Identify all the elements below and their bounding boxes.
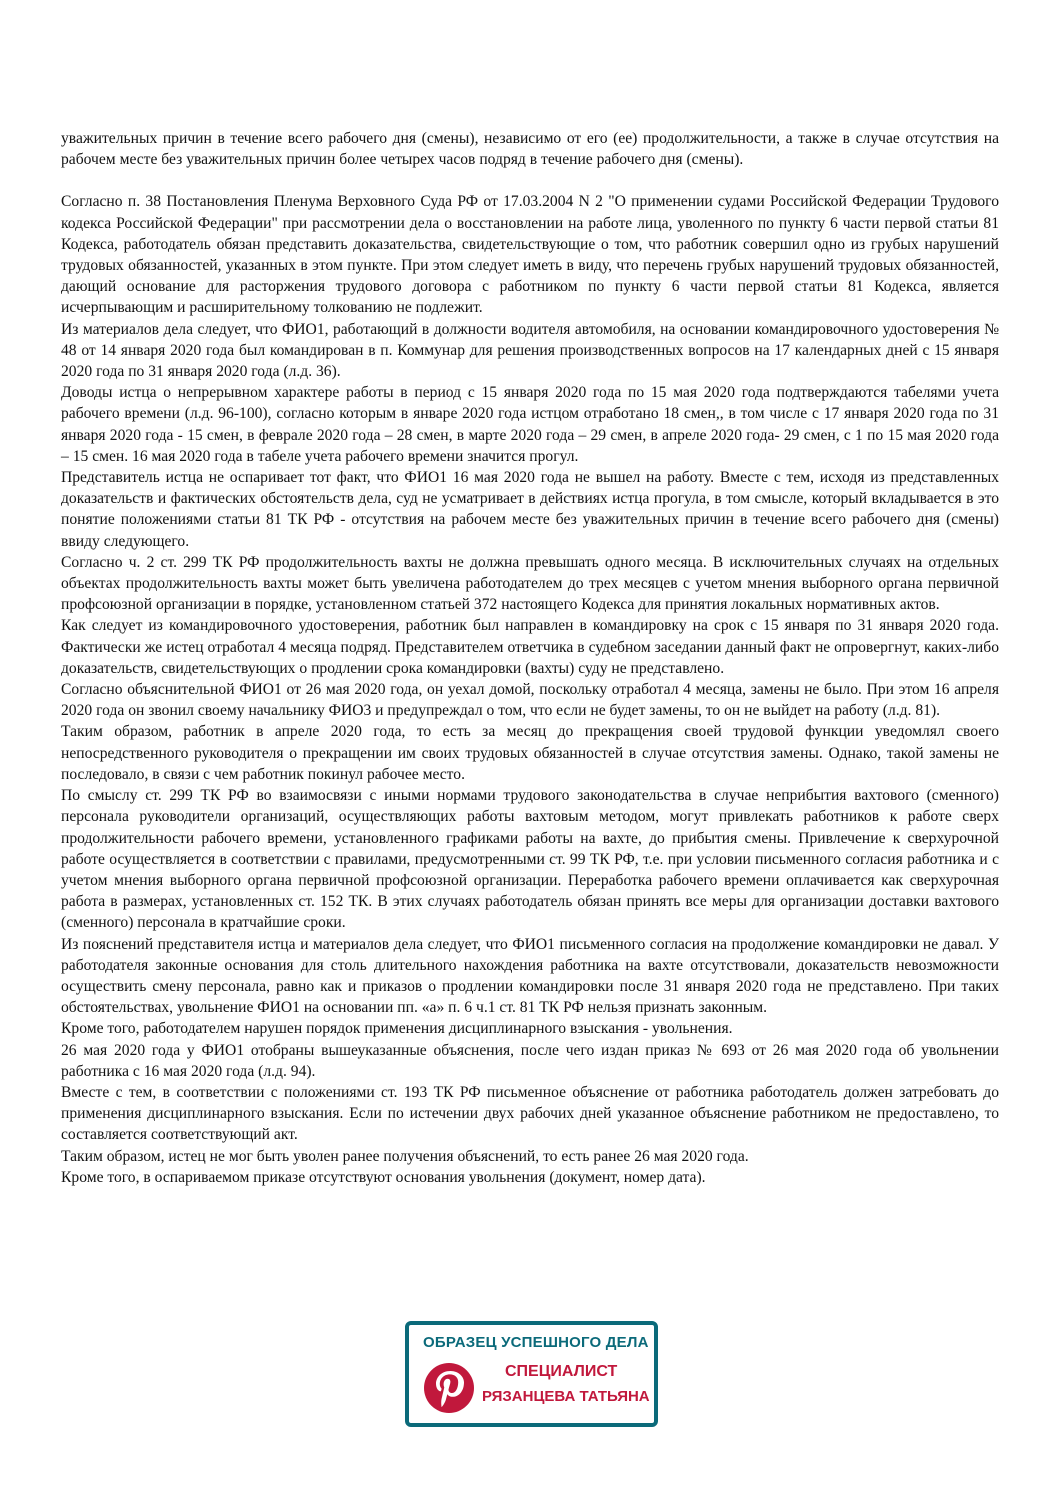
sample-case-stamp xyxy=(405,1321,658,1427)
paragraph: Как следует из командировочного удостоверения, работник был направлен в командировку на срок с 15 января по 31 января 2020 года. Фактически же истец отработал 4 месяца подряд. Представителем ответчика в судебном заседании данный факт не опровергнут, каких-либо доказательств, свидетельствующих о продлении срока командировки (вахты) суду не представлено. xyxy=(61,617,999,677)
paragraph: Согласно п. 38 Постановления Пленума Верховного Суда РФ от 17.03.2004 N 2 "О применении судами Российской Федерации Трудового кодекса Российской Федерации" при рассмотрении дела о восстановлении на работе лица, уволенного по пункту 6 части первой статьи 81 Кодекса, работодатель обязан представить доказательства, свидетельствующие о том, что работник совершил одно из грубых нарушений трудовых обязанностей, указанных в этом пункте. При этом следует иметь в виду, что перечень грубых нарушений трудовых обязанностей, дающий основание для расторжения трудового договора с работником по пункту 6 части первой статьи 81 Кодекса, является исчерпывающим и расширительному толкованию не подлежит. xyxy=(61,193,999,317)
paragraph: Согласно ч. 2 ст. 299 ТК РФ продолжительность вахты не должна превышать одного месяца. В исключительных случаях на отдельных объектах продолжительность вахты может быть увеличена работодателем до трех месяцев с учетом мнения выборного органа первичной профсоюзной организации в порядке, установленном статьей 372 настоящего Кодекса для принятия локальных нормативных актов. xyxy=(61,553,999,614)
stamp-title: ОБРАЗЕЦ УСПЕШНОГО ДЕЛА xyxy=(423,1334,649,1351)
paragraph: Таким образом, работник в апреле 2020 года, то есть за месяц до прекращения своей трудовой функции уведомлял своего непосредственного руководителя о прекращении им своих трудовых обязанностей в случае отсутствия замены. Однако, такой замены не последовало, в связи с чем работник покинул рабочее место. xyxy=(61,723,999,783)
paragraph: Таким образом, истец не мог быть уволен ранее получения объяснений, то есть ранее 26 мая 2020 года. xyxy=(61,1147,749,1165)
document-body xyxy=(61,128,999,1188)
stamp-specialist: СПЕЦИАЛИСТ xyxy=(505,1363,618,1380)
paragraph: Кроме того, работодателем нарушен порядок применения дисциплинарного взыскания - увольнения. xyxy=(61,1020,733,1038)
paragraph: Кроме того, в оспариваемом приказе отсутствуют основания увольнения (документ, номер дата). xyxy=(61,1168,706,1186)
paragraph: 26 мая 2020 года у ФИО1 отобраны вышеуказанные объяснения, после чего издан приказ № 693 от 26 мая 2020 года об увольнении работника с 16 мая 2020 года (л.д. 94). xyxy=(61,1041,999,1080)
paragraph: Доводы истца о непрерывном характере работы в период с 15 января 2020 года по 15 мая 2020 года подтверждаются табелями учета рабочего времени (л.д. 96-100), согласно которым в январе 2020 года истцом отработано 18 смен,, в том числе с 17 января 2020 года по 31 января 2020 года - 15 смен, в феврале 2020 года – 28 смен, в марте 2020 года – 29 смен, в апреле 2020 года- 29 смен, с 1 по 15 мая 2020 года – 15 смен. 16 мая 2020 года в табеле учета рабочего времени значится прогул. xyxy=(61,384,999,465)
paragraph: Представитель истца не оспаривает тот факт, что ФИО1 16 мая 2020 года не вышел на работу. Вместе с тем, исходя из представленных доказательств и фактических обстоятельств дела, суд не усматривает в действиях истца прогула, в том смысле, который вкладывается в это понятие положениями статьи 81 ТК РФ - отсутствия на рабочем месте без уважительных причин в течение всего рабочего дня (смены) ввиду следующего. xyxy=(61,469,999,550)
paragraph: Из материалов дела следует, что ФИО1, работающий в должности водителя автомобиля, на основании командировочного удостоверения № 48 от 14 января 2020 года был командирован в п. Коммунар для решения производственных вопросов на 17 календарных дней с 15 января 2020 года по 31 января 2020 года (л.д. 36). xyxy=(61,320,999,381)
paragraph: уважительных причин в течение всего рабочего дня (смены), независимо от его (ее) продолжительности, а также в случае отсутствия на рабочем месте без уважительных причин более четырех часов подряд в течение рабочего дня (смены). xyxy=(61,130,999,169)
pinterest-icon xyxy=(422,1361,476,1415)
paragraph: Из пояснений представителя истца и материалов дела следует, что ФИО1 письменного согласия на продолжение командировки не давал. У работодателя законные основания для столь длительного нахождения работника на вахте отсутствовали, доказательств невозможности осуществить смену персонала, равно как и приказов о продлении командировки после 31 января 2020 года не представлено. При таких обстоятельствах, увольнение ФИО1 на основании пп. «а» п. 6 ч.1 ст. 81 ТК РФ нельзя признать законным. xyxy=(61,935,999,1017)
paragraph: По смыслу ст. 299 ТК РФ во взаимосвязи с иными нормами трудового законодательства в случае неприбытия вахтового (сменного) персонала руководители организаций, осуществляющих работы вахтовым методом, могут привлекать работников к работе сверх продолжительности рабочего времени, установленного графиками работы на вахте, до прибытия смены. Привлечение к сверхурочной работе осуществляется в соответствии с правилами, предусмотренными ст. 99 ТК РФ, т.е. при условии письменного согласия работника и с учетом мнения выборного органа первичной профсоюзной организации. Переработка рабочего времени оплачивается как сверхурочная работа в размерах, установленных ст. 152 ТК. В этих случаях работодатель обязан принять все меры для организации доставки вахтового (сменного) персонала в кратчайшие сроки. xyxy=(61,787,999,932)
paragraph: Согласно объяснительной ФИО1 от 26 мая 2020 года, он уехал домой, поскольку отработал 4 месяца, замены не было. При этом 16 апреля 2020 года он звонил своему начальнику ФИО3 и предупреждал о том, что если не будет замены, то он не выйдет на работу (л.д. 81). xyxy=(61,681,999,720)
paragraph: Вместе с тем, в соответствии с положениями ст. 193 ТК РФ письменное объяснение от работника работодатель должен затребовать до применения дисциплинарного взыскания. Если по истечении двух рабочих дней указанное объяснение работником не предоставлено, то составляется соответствующий акт. xyxy=(61,1083,999,1144)
stamp-name: РЯЗАНЦЕВА ТАТЬЯНА xyxy=(482,1388,650,1405)
